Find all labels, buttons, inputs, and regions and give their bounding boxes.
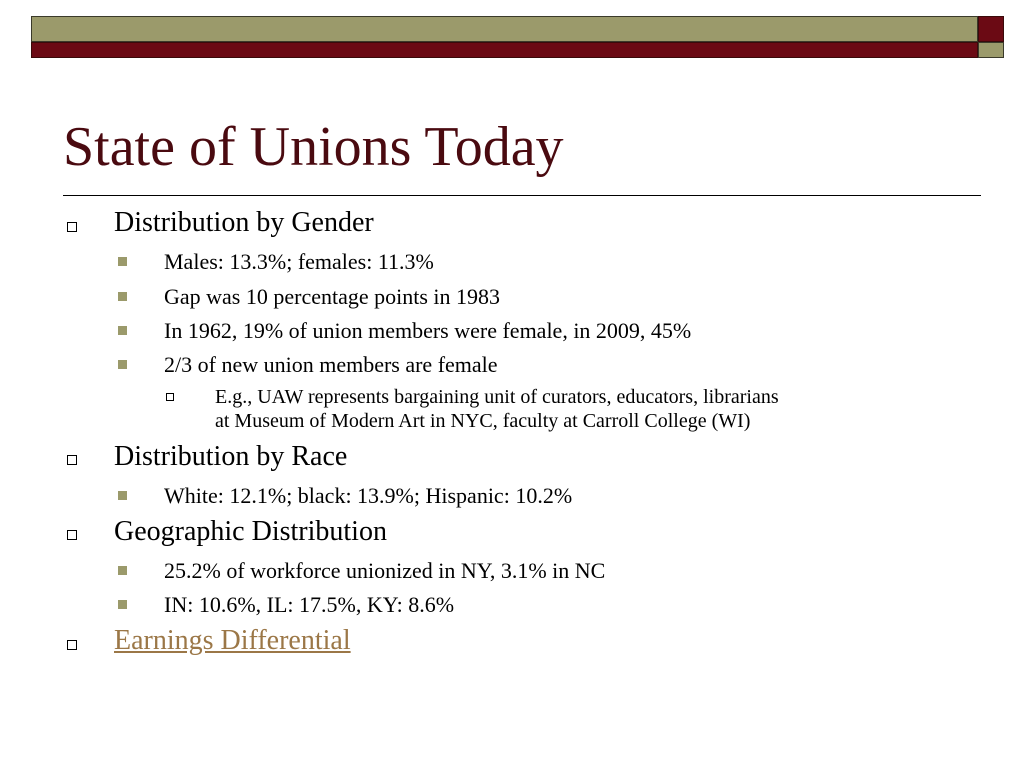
top-decor-square-maroon [978, 16, 1004, 42]
geo-item-1: 25.2% of workforce unionized in NY, 3.1% in NC [164, 558, 606, 583]
square-bullet-icon [118, 491, 127, 500]
gender-item-2: Gap was 10 percentage points in 1983 [164, 284, 501, 309]
gender-sub-item-line2: at Museum of Modern Art in NYC, faculty at Carroll College (WI) [215, 410, 751, 432]
square-bullet-icon [118, 566, 127, 575]
top-decor-square-olive [978, 42, 1004, 58]
heading-geo: Geographic Distribution [114, 516, 387, 547]
square-bullet-icon [118, 326, 127, 335]
heading-race: Distribution by Race [114, 441, 348, 472]
gender-item-4: 2/3 of new union members are female [164, 352, 498, 377]
square-bullet-icon [118, 360, 127, 369]
gender-item-3: In 1962, 19% of union members were female, in 2009, 45% [164, 318, 692, 343]
race-item-1: White: 12.1%; black: 13.9%; Hispanic: 10.2% [164, 483, 573, 508]
square-bullet-icon [118, 257, 127, 266]
square-bullet-icon [118, 600, 127, 609]
hollow-square-bullet-icon [67, 530, 77, 540]
top-decor-bar-maroon [31, 42, 978, 58]
heading-gender: Distribution by Gender [114, 207, 374, 238]
gender-sub-item-line1: E.g., UAW represents bargaining unit of curators, educators, librarians [215, 386, 779, 408]
square-bullet-icon [118, 292, 127, 301]
gender-item-1: Males: 13.3%; females: 11.3% [164, 249, 434, 274]
hollow-square-bullet-icon [67, 222, 77, 232]
slide-title: State of Unions Today [63, 116, 564, 178]
top-decor-bar-olive [31, 16, 978, 42]
hollow-square-bullet-icon [67, 640, 77, 650]
hollow-square-bullet-icon [67, 455, 77, 465]
title-divider [63, 195, 981, 196]
geo-item-2: IN: 10.6%, IL: 17.5%, KY: 8.6% [164, 592, 455, 617]
earnings-differential-link[interactable]: Earnings Differential [114, 625, 351, 656]
small-hollow-square-bullet-icon [166, 393, 174, 401]
